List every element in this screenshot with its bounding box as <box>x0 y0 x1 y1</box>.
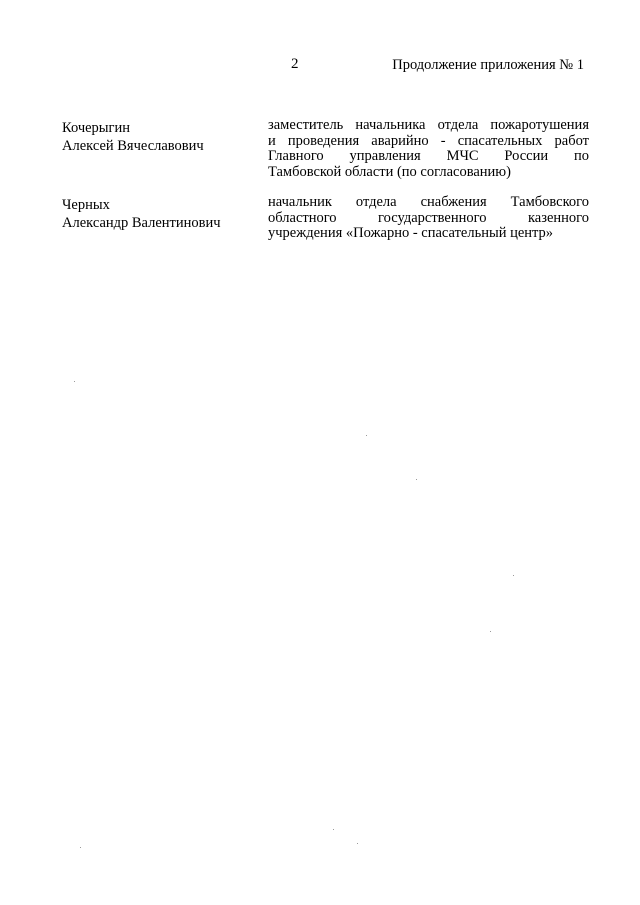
member-name <box>62 197 252 232</box>
member-position <box>268 118 589 180</box>
scan-speck <box>366 435 367 436</box>
position-line: Тамбовской области (по согласованию) <box>268 163 511 180</box>
member-given-names: Александр Валентинович <box>62 214 221 231</box>
page-number: 2 <box>291 56 299 72</box>
scan-speck <box>80 847 81 848</box>
position-line: и проведения аварийно - спасательных работ <box>268 132 589 149</box>
position-line: начальник отдела снабжения Тамбовского <box>268 194 589 210</box>
position-line: учреждения «Пожарно - спасательный центр» <box>268 225 554 241</box>
member-given-names: Алексей Вячеславович <box>62 137 204 154</box>
scan-speck <box>74 381 75 382</box>
member-surname: Черных <box>62 197 110 213</box>
member-position <box>268 195 589 242</box>
member-surname: Кочерыгин <box>62 120 131 136</box>
scan-speck <box>357 843 358 844</box>
continuation-note: Продолжение приложения № 1 <box>392 57 584 73</box>
scan-speck <box>490 631 491 632</box>
scan-speck <box>333 829 334 830</box>
position-line: Главного управления МЧС России по <box>268 148 589 164</box>
position-line: областного государственного казенного <box>268 209 589 226</box>
scan-speck <box>513 575 514 576</box>
position-line: заместитель начальника отдела пожаротушения <box>268 117 589 133</box>
scan-speck <box>416 479 417 480</box>
member-name <box>62 120 252 155</box>
